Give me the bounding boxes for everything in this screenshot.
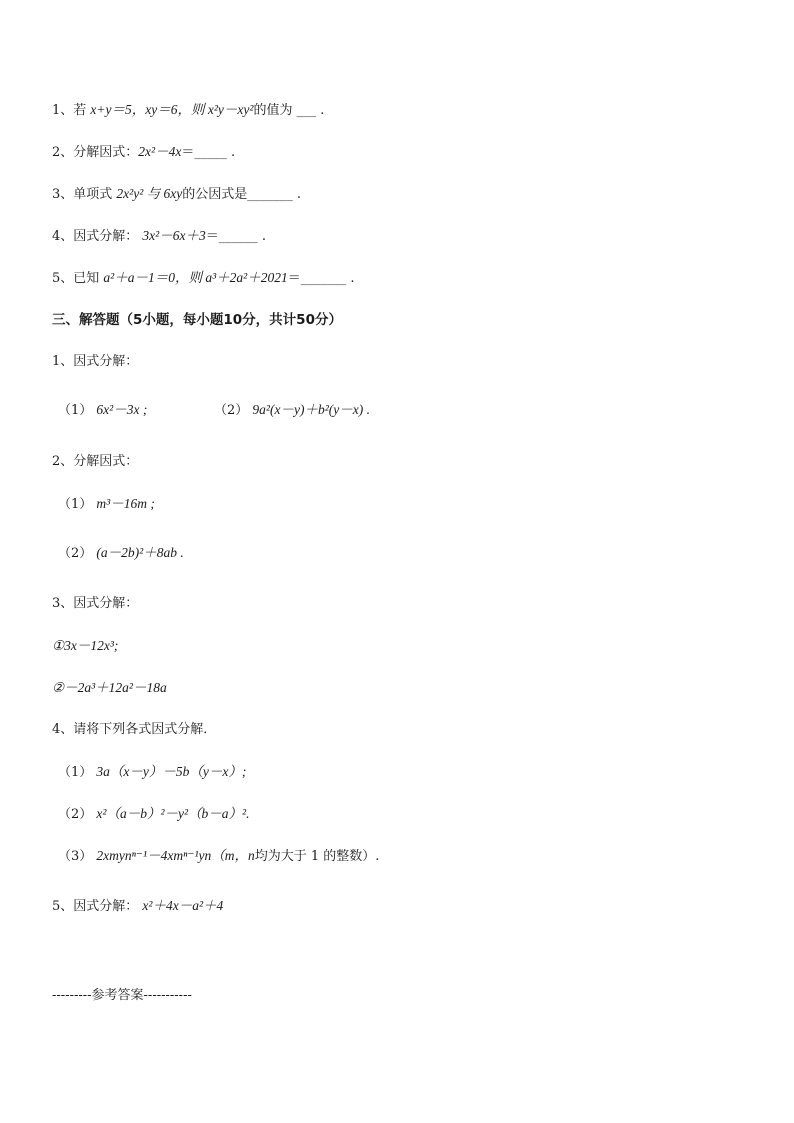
part-math: ②－2a³＋12a²－18a bbox=[52, 680, 167, 695]
question-number: 2、分解因式： bbox=[52, 145, 139, 160]
question-number: 5、已知 bbox=[52, 271, 100, 286]
part-label: （2） bbox=[58, 546, 93, 561]
problem-4-title: 4、请将下列各式因式分解． bbox=[52, 722, 217, 737]
part-math: m³－16m ; bbox=[96, 496, 155, 511]
fill-question-1 bbox=[52, 100, 324, 121]
problem-3-part-1 bbox=[52, 636, 118, 657]
part-label: （3） bbox=[58, 849, 93, 864]
part-label: （1） bbox=[58, 497, 93, 512]
question-math: 3x²－6x＋3 bbox=[142, 228, 206, 243]
question-number: 3、单项式 bbox=[52, 187, 113, 202]
part-label: （1） bbox=[58, 765, 93, 780]
problem-1-part-2 bbox=[214, 400, 370, 421]
part-math: 6x²－3x ; bbox=[96, 402, 148, 417]
problem-4-part-1 bbox=[58, 762, 246, 783]
part-tail: 均为大于 1 的整数）. bbox=[254, 849, 380, 864]
question-tail: 的公因式是_______ . bbox=[182, 187, 301, 202]
question-tail: ＝_______ . bbox=[287, 271, 355, 286]
fill-question-4 bbox=[52, 226, 266, 247]
question-tail: ＝_____ . bbox=[181, 145, 236, 160]
fill-question-3 bbox=[52, 184, 301, 205]
problem-1-title: 1、因式分解： bbox=[52, 354, 139, 369]
part-label: （2） bbox=[214, 403, 249, 418]
question-math: a²＋a－1＝0，则 a³＋2a²＋2021 bbox=[103, 270, 288, 285]
question-number: 1、若 bbox=[52, 103, 87, 118]
part-math: ①3x－12x³; bbox=[52, 638, 119, 653]
part-math: 2xmynⁿ⁻¹－4xmⁿ⁻¹yn（m，n bbox=[96, 848, 255, 863]
question-number: 4、因式分解： bbox=[52, 229, 139, 244]
question-math: x+y＝5，xy＝6，则 x²y－xy² bbox=[90, 102, 254, 117]
problem-5-title: 5、因式分解： bbox=[52, 899, 139, 914]
part-math: x²（a－b）²－y²（b－a）². bbox=[96, 806, 250, 821]
part-math: (a－2b)²＋8ab . bbox=[96, 545, 184, 560]
answer-divider: ---------参考答案----------- bbox=[52, 988, 192, 1003]
part-label: （1） bbox=[58, 403, 93, 418]
fill-question-5 bbox=[52, 268, 354, 289]
problem-5 bbox=[52, 896, 223, 917]
problem-4-part-3 bbox=[58, 846, 379, 867]
question-math: 2x²y² 与 6xy bbox=[116, 186, 183, 201]
problem-1-part-1 bbox=[58, 400, 147, 421]
problem-2-part-1 bbox=[58, 494, 155, 515]
part-math: 3a（x－y）－5b（y－x）; bbox=[96, 764, 247, 779]
question-tail: ＝______ . bbox=[205, 229, 266, 244]
section-heading: 三、解答题（5小题，每小题10分，共计50分） bbox=[52, 312, 342, 328]
problem-4-part-2 bbox=[58, 804, 249, 825]
fill-question-2 bbox=[52, 142, 235, 163]
part-math: x²＋4x－a²＋4 bbox=[142, 898, 224, 913]
problem-2-title: 2、分解因式： bbox=[52, 454, 139, 469]
problem-3-part-2 bbox=[52, 678, 167, 699]
problem-2-part-2 bbox=[58, 543, 184, 564]
part-label: （2） bbox=[58, 807, 93, 822]
question-math: 2x²－4x bbox=[138, 144, 182, 159]
question-tail: 的值为 ___ . bbox=[253, 103, 325, 118]
part-math: 9a²(x－y)＋b²(y－x) . bbox=[252, 402, 370, 417]
problem-3-title: 3、因式分解： bbox=[52, 596, 139, 611]
